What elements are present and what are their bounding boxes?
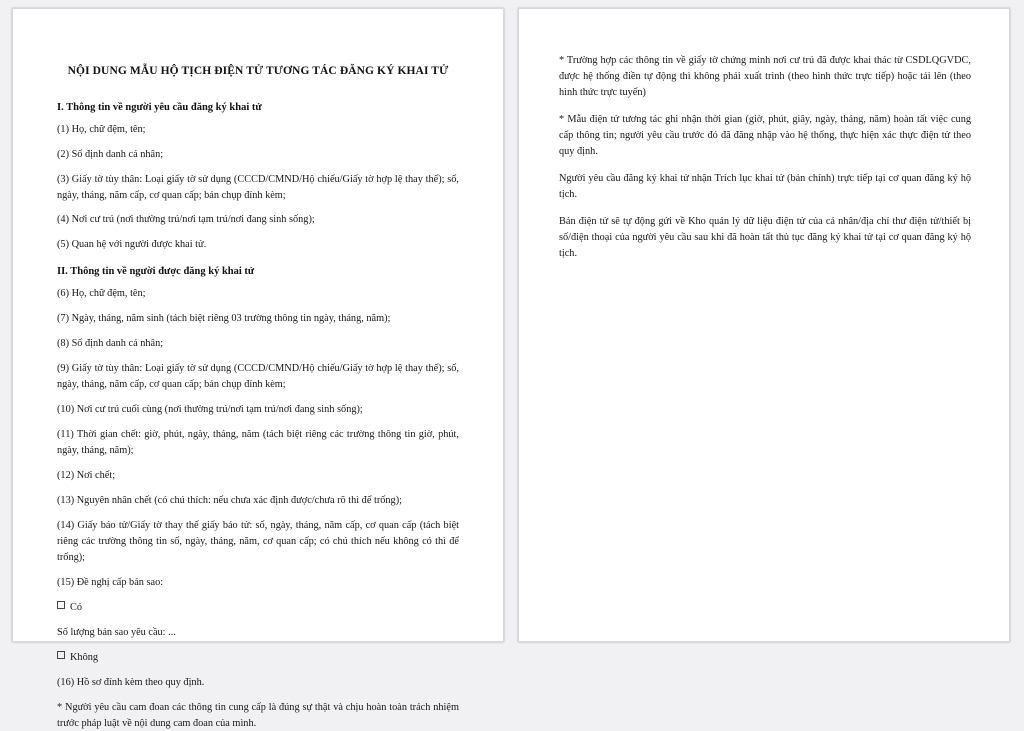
section-2-item: (10) Nơi cư trú cuối cùng (nơi thường trú/nơi tạm trú/nơi đang sinh sống); <box>57 404 363 416</box>
section-2-item: (8) Số định danh cá nhân; <box>57 338 164 350</box>
section-2-item: (7) Ngày, tháng, năm sinh (tách biệt riêng 03 trường thông tin ngày, tháng, năm); <box>57 313 391 325</box>
section-2-item: (13) Nguyên nhân chết (có chú thích: nếu chưa xác định được/chưa rõ thì để trống); <box>57 494 402 506</box>
section-2-item: (11) Thời gian chết: giờ, phút, ngày, tháng, năm (tách biệt riêng các trường thông tin giờ, phút, ngày, tháng, năm); <box>57 429 459 457</box>
checkbox-label-no: Không <box>70 651 99 663</box>
section-1-heading: I. Thông tin về người yêu cầu đăng ký khai tử <box>57 101 262 113</box>
document-page-2 <box>518 8 1010 642</box>
note-paragraph: Bản điện tử sẽ tự động gửi về Kho quản lý dữ liệu điện tử của cá nhân/địa chỉ thư điện tử/thiết bị số/điện thoại của người yêu cầu sau khi đã hoàn tất thủ tục đăng ký khai tử tại cơ quan đăng ký hộ tịch. <box>559 215 971 259</box>
document-page-1 <box>12 8 504 729</box>
commitment-note: * Người yêu cầu cam đoan các thông tin cung cấp là đúng sự thật và chịu hoàn toàn trách nhiệm trước pháp luật về nội dung cam đoan của mình. <box>57 701 459 729</box>
section-1-item: (1) Họ, chữ đệm, tên; <box>57 123 146 135</box>
page-title: NỘI DUNG MẪU HỘ TỊCH ĐIỆN TỬ TƯƠNG TÁC ĐĂNG KÝ KHAI TỬ <box>67 65 449 77</box>
section-2-item: (6) Họ, chữ đệm, tên; <box>57 288 146 300</box>
checkbox-icon[interactable] <box>57 651 65 659</box>
copy-quantity-field: Số lượng bản sao yêu cầu: ... <box>57 626 176 638</box>
checkbox-label-yes: Có <box>70 601 83 613</box>
checkbox-option-no[interactable] <box>57 650 459 666</box>
section-1-item: (5) Quan hệ với người được khai tử. <box>57 239 207 251</box>
section-2-item: (12) Nơi chết; <box>57 470 116 482</box>
checkbox-icon[interactable] <box>57 601 65 609</box>
section-1-item: (3) Giấy tờ tùy thân: Loại giấy tờ sử dụng (CCCD/CMND/Hộ chiếu/Giấy tờ hợp lệ thay thế); số, ngày, tháng, năm cấp, cơ quan cấp; bản chụp đính kèm; <box>57 173 459 201</box>
section-2-heading: II. Thông tin về người được đăng ký khai tử <box>57 266 255 278</box>
section-1-item: (2) Số định danh cá nhân; <box>57 148 164 160</box>
page-2-content <box>519 9 1009 641</box>
checkbox-option-yes[interactable] <box>57 600 459 616</box>
section-2-item: (14) Giấy báo tử/Giấy tờ thay thế giấy báo tử: số, ngày, tháng, năm cấp, cơ quan cấp (tách biệt riêng các trường thông tin số, ngày, tháng, năm, cơ quan cấp; có chú thích nếu không có thì để trống); <box>57 519 459 563</box>
note-paragraph: Người yêu cầu đăng ký khai tử nhận Trích lục khai tử (bản chính) trực tiếp tại cơ quan đăng ký hộ tịch. <box>559 172 971 200</box>
page-1-content <box>13 9 503 729</box>
note-paragraph: * Mẫu điện tử tương tác ghi nhận thời gian (giờ, phút, giây, ngày, tháng, năm) hoàn tất việc cung cấp thông tin; người yêu cầu trước đó đã đăng nhập vào hệ thống, thực hiện xác thực điện tử theo quy định. <box>559 113 971 157</box>
section-2-item-16: (16) Hồ sơ đính kèm theo quy định. <box>57 676 205 688</box>
section-2-item: (15) Đề nghị cấp bản sao: <box>57 576 164 588</box>
note-paragraph: * Trường hợp các thông tin về giấy tờ chứng minh nơi cư trú đã được khai thác từ CSDLQGVDC, được hệ thống điền tự động thì không phải xuất trình (theo hình thức trực tiếp) hoặc tải lên (theo hình thức trực tuyến) <box>559 55 971 98</box>
section-1-item: (4) Nơi cư trú (nơi thường trú/nơi tạm trú/nơi đang sinh sống); <box>57 214 315 226</box>
section-2-item: (9) Giấy tờ tùy thân: Loại giấy tờ sử dụng (CCCD/CMND/Hộ chiếu/Giấy tờ hợp lệ thay thế); số, ngày, tháng, năm cấp, cơ quan cấp; bản chụp đính kèm; <box>57 363 459 391</box>
